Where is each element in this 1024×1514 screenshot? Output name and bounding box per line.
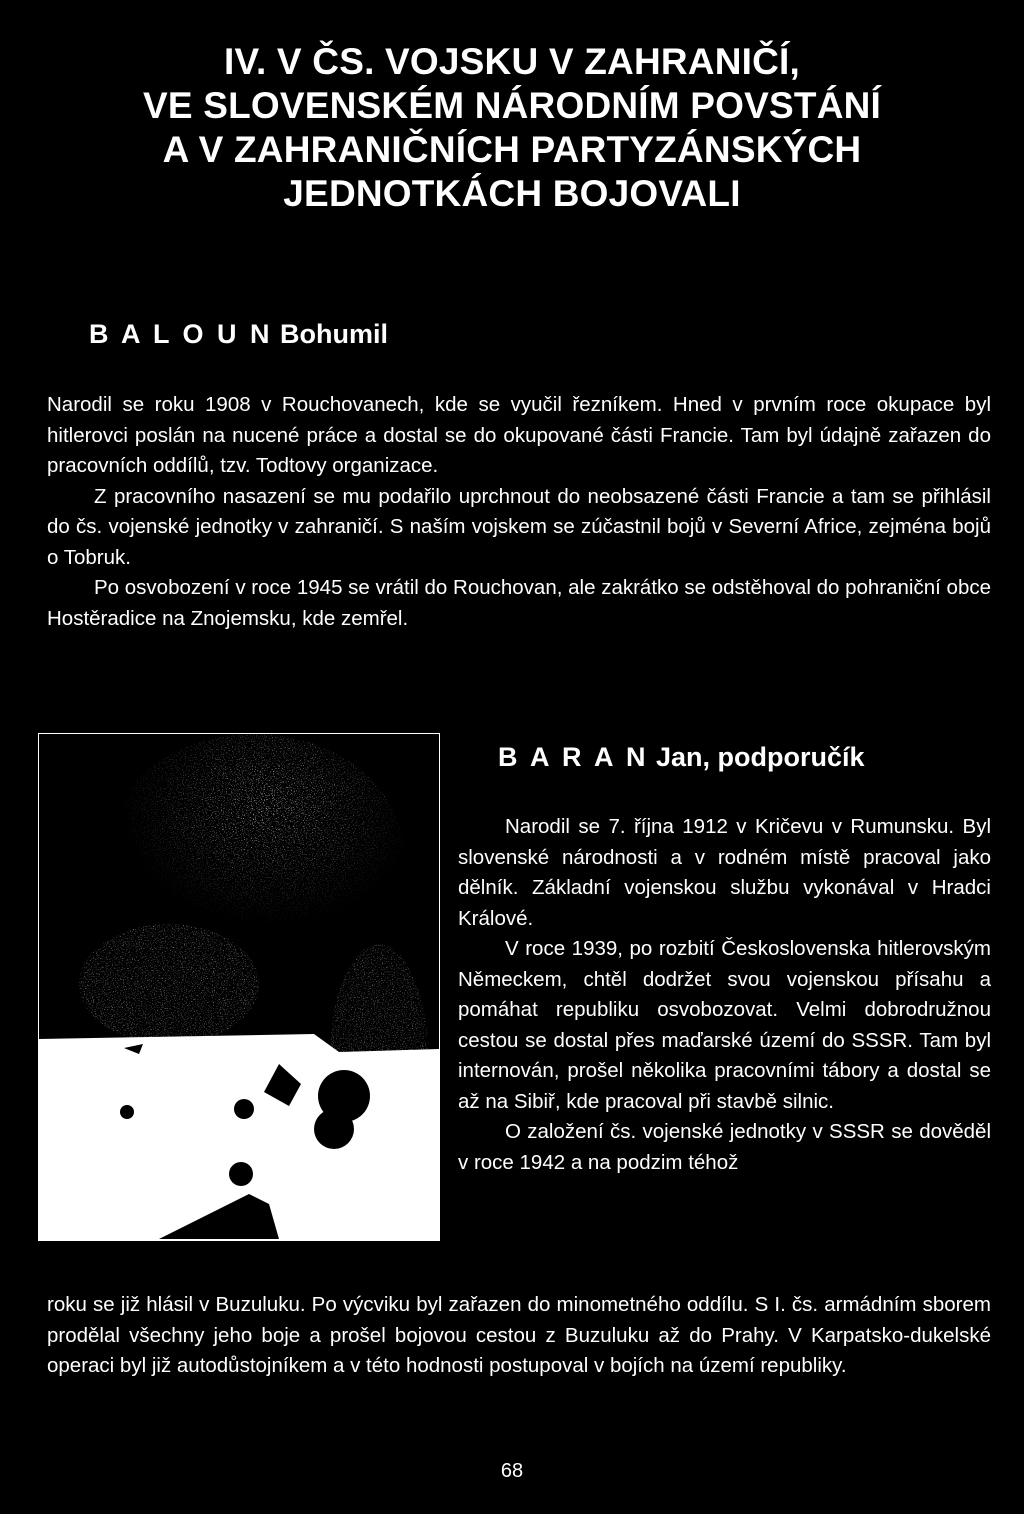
paragraph: Po osvobození v roce 1945 se vrátil do Rouchovan, ale zakrátko se odstěhoval do pohraniční obce Hostěradice na Znojemsku, kde zemřel. (47, 576, 991, 630)
page-number: 68 (500, 1460, 524, 1482)
chapter-title (40, 40, 984, 216)
chapter-title-line-3: A V ZAHRANIČNÍCH PARTYZÁNSKÝCH (162, 129, 862, 170)
entry-text-baran-continued (47, 1290, 991, 1382)
entry-surname: B A R A N (498, 742, 649, 772)
entry-text-baran-beside-photo (458, 812, 991, 1178)
chapter-title-line-1: IV. V ČS. VOJSKU V ZAHRANIČÍ, (224, 41, 800, 82)
entry-surname: B A L O U N (89, 319, 273, 349)
chapter-title-line-2: VE SLOVENSKÉM NÁRODNÍM POVSTÁNÍ (142, 85, 882, 126)
entry-heading-baloun (89, 318, 388, 350)
paragraph: O založení čs. vojenské jednotky v SSSR se dověděl v roce 1942 a na podzim téhož (458, 1120, 991, 1174)
paragraph: V roce 1939, po rozbití Československa hitlerovským Německem, chtěl dodržet svou vojenskou přísahu a pomáhat republiku osvobozovat. Velmi dobrodružnou cestou se dostal přes maďarské území do SSSR. Tam byl internován, prošel několika pracovními tábory a dostal se až na Sibiř, kde pracoval při stavbě silnic. (458, 937, 991, 1113)
portrait-photo (38, 733, 440, 1241)
paragraph: Narodil se roku 1908 v Rouchovanech, kde se vyučil řezníkem. Hned v prvním roce okupace byl hitlerovci poslán na nucené práce a dostal se do okupované části Francie. Tam byl údajně zařazen do pracovních oddílů, tzv. Todtovy organizace. (47, 393, 991, 477)
entry-given-name: Bohumil (280, 319, 389, 349)
entry-given-name: Jan, podporučík (656, 742, 865, 772)
paragraph: roku se již hlásil v Buzuluku. Po výcviku byl zařazen do minometného oddílu. S I. čs. armádním sborem prodělal všechny jeho boje a prošel bojovou cestou z Buzuluku až do Prahy. V Karpatsko-dukelské operaci byl již autodůstojníkem a v této hodnosti postupoval v bojích na území republiky. (47, 1293, 991, 1377)
paragraph: Z pracovního nasazení se mu podařilo uprchnout do neobsazené části Francie a tam se přihlásil do čs. vojenské jednotky v zahraničí. S naším vojskem se zúčastnil bojů v Severní Africe, zejména bojů o Tobruk. (47, 484, 991, 569)
entry-heading-baran (498, 741, 865, 773)
entry-text-baloun (47, 390, 991, 634)
chapter-title-line-4: JEDNOTKÁCH BOJOVALI (283, 173, 741, 214)
paragraph: Narodil se 7. října 1912 v Kričevu v Rumunsku. Byl slovenské národnosti a v rodném místě pracoval jako dělník. Základní vojenskou službu vykonával v Hradci Králové. (458, 815, 991, 930)
